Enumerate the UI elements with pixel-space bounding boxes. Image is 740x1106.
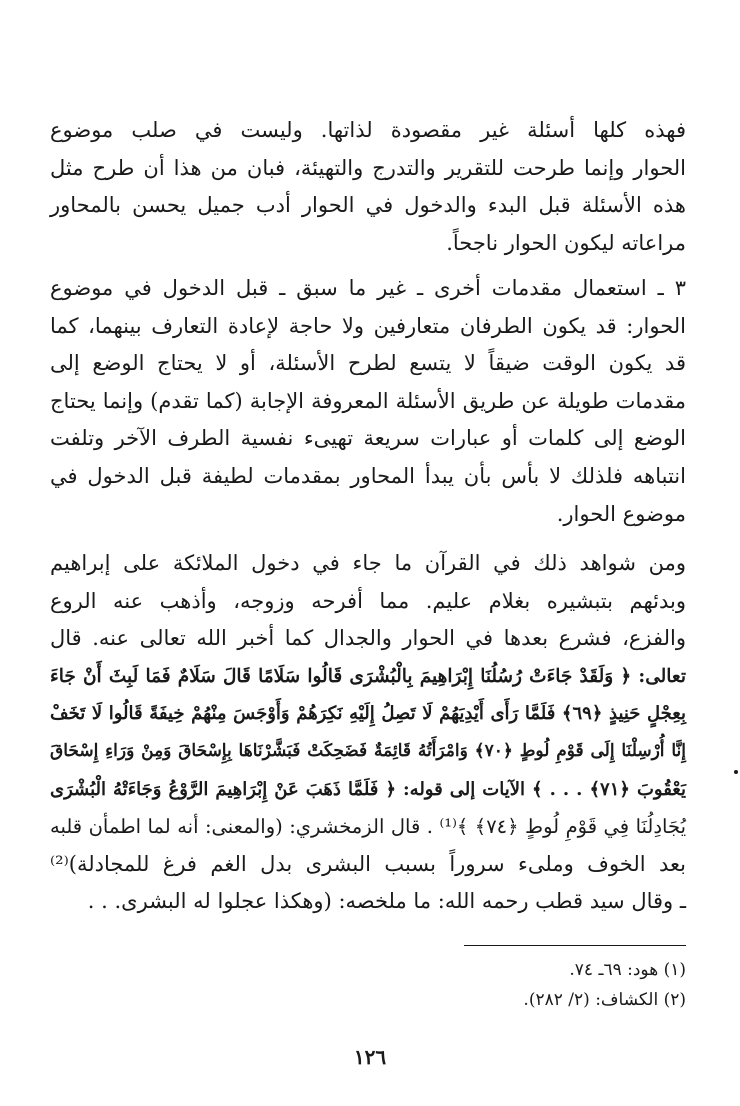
text-line: انتباهه فلذلك لا بأس بأن يبدأ المحاور بمقدمات لطيفة قبل الدخول في (50, 463, 686, 488)
text-line: ومن شواهد ذلك في القرآن ما جاء في دخول الملائكة على إبراهيم (50, 551, 686, 575)
text-line: قد يكون الوقت ضيقاً لا يتسع لطرح الأسئلة، أو لا يحتاج الوضع إلى (50, 351, 686, 376)
quran-verse-line: بِعِجْلٍ حَنِيذٍ ﴿٦٩﴾ فَلَمَّا رَأَى أَيْدِيَهُمْ لَا تَصِلُ إِلَيْهِ نَكِرَهُمْ وَأَوْجَسَ مِنْهُمْ خِيفَةً قَالُوا لَا تَخَفْ (50, 703, 686, 725)
quran-verse-line: إِنَّا أُرْسِلْنَا إِلَى قَوْمِ لُوطٍ ﴿٧٠﴾ وَامْرَأَتُهُ قَائِمَةٌ فَضَحِكَتْ فَبَشَّرْنَاهَا بِإِسْحَاقَ وَمِنْ وَرَاءِ إِسْحَاقَ (50, 740, 686, 761)
paragraph-questions-summary (50, 112, 686, 262)
quran-verse-line: يَعْقُوبَ ﴿٧١﴾ . . . ﴾ الآيات إلى قوله: ﴿ فَلَمَّا ذَهَبَ عَنْ إِبْرَاهِيمَ الرَّوْعُ وَجَاءَتْهُ الْبُشْرَى (50, 778, 686, 800)
text-line: مراعاته ليكون الحوار ناجحاً. (446, 230, 686, 255)
page-number: ١٢٦ (353, 1045, 387, 1069)
text-line: مقدمات طويلة عن طريق الأسئلة المعروفة الإجابة (كما تقدم) وإنما يحتاج (50, 388, 686, 413)
text-line: فهذه كلها أسئلة غير مقصودة لذاتها. وليست في صلب موضوع (50, 118, 686, 142)
footnote-1: (١) هود: ٦٩ـ ٧٤. (569, 960, 686, 980)
text-line: هذه الأسئلة قبل البدء والدخول في الحوار أدب جميل يحسن بالمحاور (50, 193, 686, 218)
text-line: يُجَادِلُنَا فِي قَوْمِ لُوطٍ ﴿٧٤﴾ ﴾⁽¹⁾ . قال الزمخشري: (والمعنى: أنه لما اطمأن قلبه (50, 815, 686, 839)
quran-verse-line: تعالى: ﴿ وَلَقَدْ جَاءَتْ رُسُلُنَا إِبْرَاهِيمَ بِالْبُشْرَى قَالُوا سَلَامًا قَالَ سَلَامٌ فَمَا لَبِثَ أَنْ جَاءَ (50, 665, 686, 687)
text-line: موضوع الحوار. (556, 501, 686, 526)
text-line: الحوار وإنما طرحت للتقرير والتدرج والتهيئة، فبان من هذا أن طرح مثل (50, 155, 686, 180)
scan-edge-mark (734, 770, 738, 774)
text-line: ٣ ـ استعمال مقدمات أخرى ـ غير ما سبق ـ قبل الدخول في موضوع (50, 276, 686, 300)
text-line: الوضع إلى كلمات أو عبارات سريعة تهيىء نفسية الطرف الآخر وتلفت (50, 426, 686, 451)
text-line: والفزع، فشرع بعدها في الحوار والجدال كما أخبر الله تعالى عنه. قال (50, 626, 686, 651)
text-line: وبدئهم بتبشيره بغلام عليم. مما أفرحه وزوجه، وأذهب عنه الروع (50, 588, 686, 613)
text-line: الحوار: قد يكون الطرفان متعارفين ولا حاجة لإعادة التعارف بينهما، كما (50, 313, 686, 338)
paragraph-point-three (50, 270, 686, 533)
footnotes (523, 955, 686, 1015)
footnote-2: (٢) الكشاف: (٢/ ٢٨٢). (523, 990, 686, 1010)
text-line: بعد الخوف وملىء سروراً بسبب البشرى بدل الغم فرغ للمجادلة)⁽²⁾ (50, 851, 686, 876)
paragraph-quran-evidence (50, 545, 686, 921)
footnote-separator (464, 945, 686, 946)
text-line: ـ وقال سيد قطب رحمه الله: ما ملخصه: (وهكذا عجلوا له البشرى. . . (87, 889, 686, 914)
